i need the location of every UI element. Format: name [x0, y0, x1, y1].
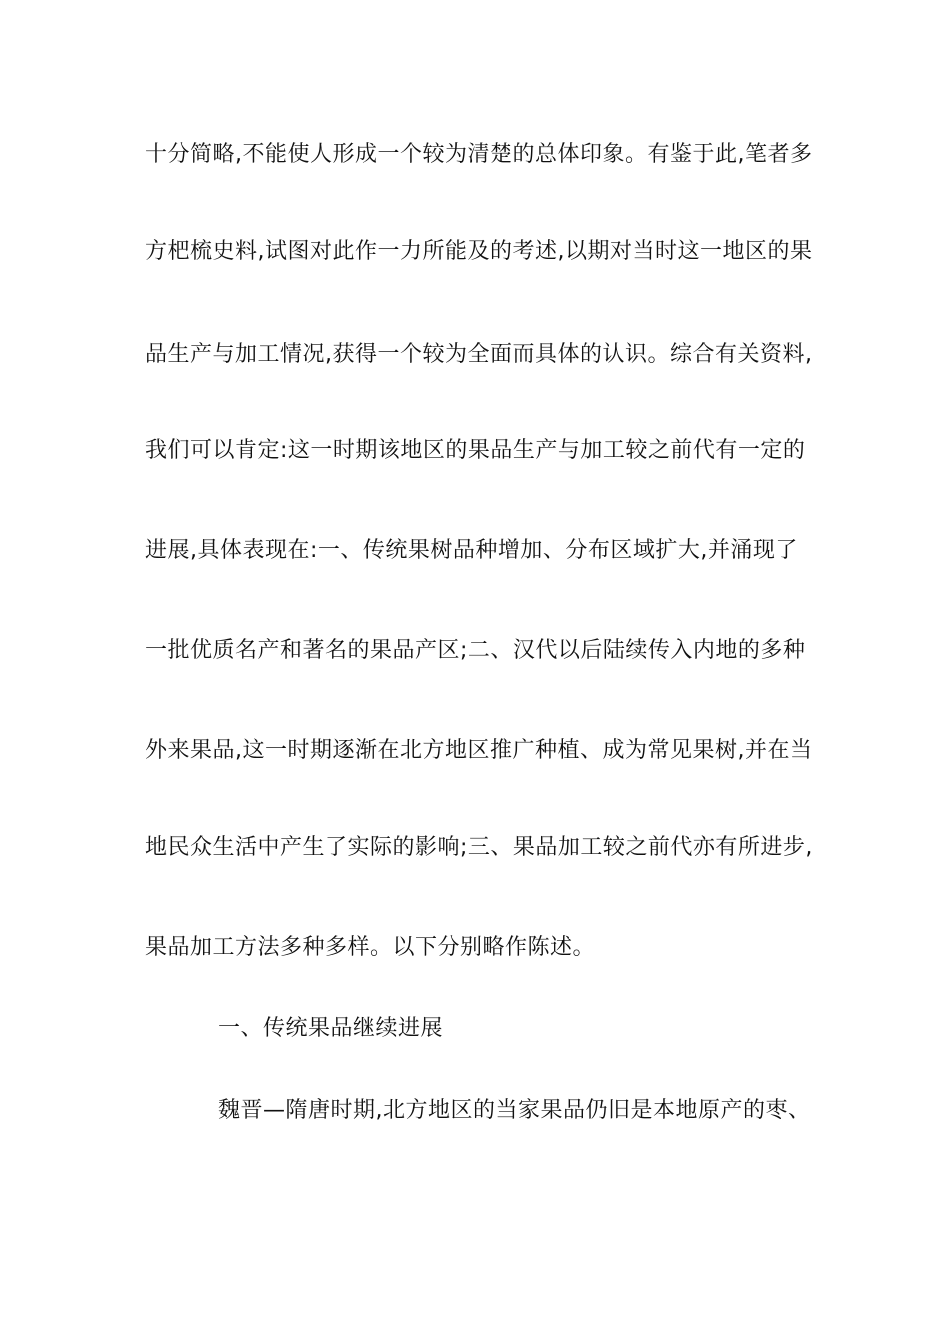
paragraph-first-line: 魏晋—隋唐时期,北方地区的当家果品仍旧是本地原产的枣、 [218, 1098, 811, 1123]
section-heading: 一、传统果品继续进展 [218, 1016, 444, 1041]
text-line-3: 品生产与加工情况,获得一个较为全面而具体的认识。综合有关资料, [145, 342, 813, 367]
text-line-9: 果品加工方法多种多样。以下分别略作陈述。 [145, 935, 596, 960]
text-line-7: 外来果品,这一时期逐渐在北方地区推广种植、成为常见果树,并在当 [145, 738, 813, 763]
text-line-6: 一批优质名产和著名的果品产区;二、汉代以后陆续传入内地的多种 [145, 638, 806, 663]
text-line-8: 地民众生活中产生了实际的影响;三、果品加工较之前代亦有所进步, [145, 835, 813, 860]
text-line-2: 方杷梳史料,试图对此作一力所能及的考述,以期对当时这一地区的果 [145, 239, 813, 264]
text-line-4: 我们可以肯定:这一时期该地区的果品生产与加工较之前代有一定的 [145, 438, 806, 463]
text-line-5: 进展,具体表现在:一、传统果树品种增加、分布区域扩大,并涌现了 [145, 538, 798, 563]
text-line-1: 十分简略,不能使人形成一个较为清楚的总体印象。有鉴于此,笔者多 [145, 142, 813, 167]
